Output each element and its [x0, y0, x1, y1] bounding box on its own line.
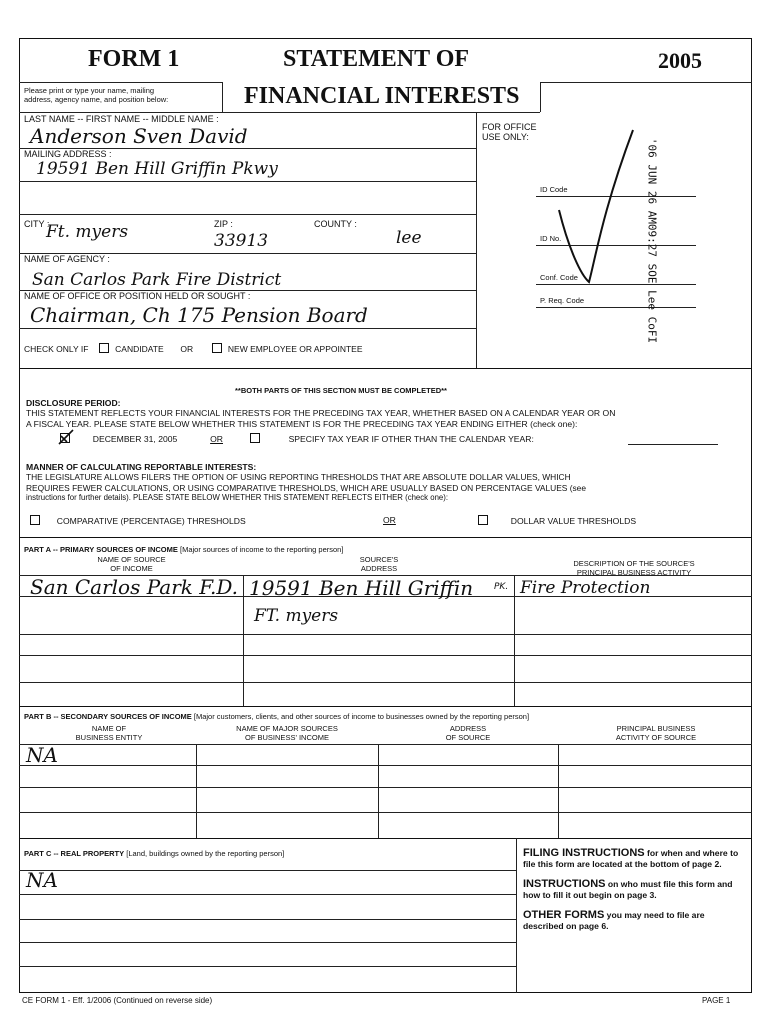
- part-b-col2-header: NAME OF MAJOR SOURCES OF BUSINESS' INCOME: [236, 724, 338, 742]
- part-c-value: NA: [26, 868, 58, 892]
- zip-label: ZIP :: [214, 219, 233, 229]
- part-a-note: [Major sources of income to the reporting person]: [180, 545, 344, 554]
- part-a-top-rule: [19, 537, 752, 538]
- header-rule: [19, 82, 222, 83]
- period-options-row: [60, 433, 534, 445]
- county-value: lee: [396, 228, 422, 248]
- part-a-col1-header: NAME OF SOURCE OF INCOME: [97, 555, 166, 573]
- p-req-code-label: P. Req. Code: [540, 296, 585, 305]
- part-c-heading-row: [24, 849, 284, 858]
- zip-value: 33913: [214, 231, 269, 251]
- disclosure-period-text: THIS STATEMENT REFLECTS YOUR FINANCIAL INTERESTS FOR THE PRECEDING TAX YEAR, WHETHER BASED ON A CALENDAR YEAR OR ON A FISCAL YEAR. PLEASE STATE BELOW WHETHER THIS STATEMENT IS FOR THE PRECEDING TAX YEAR ENDING EITHER (check one):: [26, 408, 616, 429]
- conf-code-label: Conf. Code: [540, 273, 578, 282]
- form-year: 2005: [658, 48, 702, 73]
- part-a-source-address: 19591 Ben Hill Griffin: [249, 576, 474, 600]
- part-a-activity: Fire Protection: [520, 578, 651, 598]
- new-employee-label: NEW EMPLOYEE OR APPOINTEE: [227, 344, 363, 354]
- check-only-label: CHECK ONLY IF: [24, 344, 89, 354]
- check-mark-icon: [57, 428, 75, 446]
- form-title-line1: STATEMENT OF: [283, 46, 470, 72]
- manner-heading: MANNER OF CALCULATING REPORTABLE INTERESTS:: [26, 462, 257, 472]
- position-value: Chairman, Ch 175 Pension Board: [30, 303, 368, 327]
- dollar-label: DOLLAR VALUE THRESHOLDS: [510, 516, 637, 526]
- threshold-or-label: OR: [383, 515, 396, 525]
- header-rule-bottom: [19, 112, 540, 113]
- who-must-file-instructions: INSTRUCTIONS on who must file this form and how to fill it out begin on page 3.: [523, 878, 733, 900]
- id-no-label: ID No.: [540, 234, 562, 243]
- part-b-divider-2: [378, 744, 379, 838]
- specify-year-line: [628, 444, 718, 445]
- part-a-divider-1: [243, 575, 244, 706]
- mailing-line2-underline: [19, 214, 476, 215]
- part-a-col3-header: DESCRIPTION OF THE SOURCE'S PRINCIPAL BUSINESS ACTIVITY: [573, 559, 695, 577]
- check-only-row: [24, 343, 363, 354]
- part-c-divider: [516, 838, 517, 993]
- form-number: FORM 1: [88, 46, 180, 72]
- part-a-heading-row: [24, 545, 343, 554]
- part-b-header-rule: [19, 744, 752, 745]
- part-b-col3-header: ADDRESS OF SOURCE: [445, 724, 491, 742]
- both-parts-note: **BOTH PARTS OF THIS SECTION MUST BE COMPLETED**: [235, 386, 447, 395]
- name-value: Anderson Sven David: [30, 124, 248, 148]
- dollar-option: [478, 515, 636, 527]
- footer-form-id: CE FORM 1 - Eff. 1/2006 (Continued on reverse side): [22, 996, 213, 1005]
- part-b-divider-1: [196, 744, 197, 838]
- part-a-heading: PART A -- PRIMARY SOURCES OF INCOME: [24, 545, 178, 554]
- p-req-code-line: [536, 307, 696, 308]
- comparative-checkbox[interactable]: [30, 515, 40, 525]
- mailing-underline: [19, 181, 476, 182]
- manner-text: THE LEGISLATURE ALLOWS FILERS THE OPTION OF USING REPORTING THRESHOLDS THAT ARE ABSOLUTE DOLLAR VALUES, WHICH REQUIRES FEWER CALCULATIONS, OR USING COMPARATIVE THRESHOLDS, WHICH ARE USUALLY BASED ON PERCENTAGE VALUES (see instructions for further details). PLEASE STATE BELOW WHETHER THIS STATEMENT REFLECTS EITHER (check one):: [26, 472, 586, 502]
- received-stamp: '06 JUN 26 AM09:27 SOE Lee CoFI: [645, 137, 659, 344]
- city-label: CITY :: [24, 219, 50, 229]
- header-note-divider: [222, 82, 223, 112]
- part-a-address-city: FT. myers: [254, 606, 339, 626]
- header-rule-right: [540, 82, 752, 83]
- threshold-options-row: [30, 515, 246, 527]
- name-label: LAST NAME -- FIRST NAME -- MIDDLE NAME :: [24, 114, 219, 124]
- county-label: COUNTY :: [314, 219, 357, 229]
- disclosure-top-rule: [19, 368, 752, 369]
- part-a-address-suffix: PK.: [494, 582, 509, 592]
- disclosure-period-heading: DISCLOSURE PERIOD:: [26, 398, 121, 408]
- part-c-row-3: [19, 919, 516, 920]
- comparative-label: COMPARATIVE (PERCENTAGE) THRESHOLDS: [56, 516, 246, 526]
- part-b-row-3: [19, 812, 752, 813]
- part-b-note: [Major customers, clients, and other sources of income to businesses owned by the reporting person]: [193, 712, 530, 721]
- id-code-label: ID Code: [540, 185, 568, 194]
- specify-year-checkbox[interactable]: [250, 433, 260, 443]
- part-c-row-1: [19, 870, 516, 871]
- position-underline: [19, 328, 476, 329]
- part-b-heading-row: [24, 712, 529, 721]
- part-a-row-2: [19, 634, 752, 635]
- part-a-col2-header: SOURCE'S ADDRESS: [359, 555, 399, 573]
- part-b-col4-header: PRINCIPAL BUSINESS ACTIVITY OF SOURCE: [615, 724, 697, 742]
- part-c-row-2: [19, 894, 516, 895]
- mailing-address-label: MAILING ADDRESS :: [24, 149, 112, 159]
- part-c-row-4: [19, 942, 516, 943]
- part-b-row-1: [19, 765, 752, 766]
- part-b-col1-header: NAME OF BUSINESS ENTITY: [75, 724, 143, 742]
- part-a-source-name: San Carlos Park F.D.: [30, 575, 239, 599]
- part-a-divider-2: [514, 575, 515, 706]
- print-note: Please print or type your name, mailing address, agency name, and position below:: [24, 86, 169, 104]
- part-a-row-3: [19, 655, 752, 656]
- agency-value: San Carlos Park Fire District: [32, 270, 282, 290]
- instructions-box: [523, 848, 745, 931]
- part-b-value: NA: [26, 743, 58, 767]
- part-a-row-4: [19, 682, 752, 683]
- part-b-divider-3: [558, 744, 559, 838]
- part-c-top-rule: [19, 838, 752, 839]
- position-label: NAME OF OFFICE OR POSITION HELD OR SOUGHT :: [24, 291, 251, 301]
- candidate-checkbox[interactable]: [99, 343, 109, 353]
- specify-year-label: SPECIFY TAX YEAR IF OTHER THAN THE CALENDAR YEAR:: [288, 434, 534, 444]
- december-checkbox[interactable]: [60, 433, 70, 443]
- part-b-top-rule: [19, 706, 752, 707]
- period-or-label: OR: [210, 434, 223, 444]
- office-use-divider: [476, 112, 477, 368]
- or-label: OR: [180, 344, 194, 354]
- form-title-line2: FINANCIAL INTERESTS: [244, 83, 520, 109]
- december-label: DECEMBER 31, 2005: [92, 434, 178, 444]
- other-forms-instructions: OTHER FORMS you may need to file are described on page 6.: [523, 909, 705, 931]
- filing-instructions: FILING INSTRUCTIONS for when and where to file this form are located at the bottom of page 2.: [523, 847, 739, 869]
- candidate-label: CANDIDATE: [115, 344, 164, 354]
- dollar-checkbox[interactable]: [478, 515, 488, 525]
- part-b-row-2: [19, 787, 752, 788]
- new-employee-checkbox[interactable]: [212, 343, 222, 353]
- checkmark-icon: [545, 110, 645, 290]
- part-c-note: [Land, buildings owned by the reporting person]: [126, 849, 285, 858]
- footer-page-number: PAGE 1: [702, 996, 731, 1005]
- mailing-address-value: 19591 Ben Hill Griffin Pkwy: [36, 159, 278, 179]
- title-box-right: [540, 82, 541, 112]
- agency-label: NAME OF AGENCY :: [24, 254, 110, 264]
- part-c-row-5: [19, 966, 516, 967]
- part-b-heading: PART B -- SECONDARY SOURCES OF INCOME: [24, 712, 192, 721]
- part-c-heading: PART C -- REAL PROPERTY: [24, 849, 125, 858]
- city-value: Ft. myers: [46, 222, 129, 242]
- office-use-label: FOR OFFICE USE ONLY:: [482, 122, 537, 142]
